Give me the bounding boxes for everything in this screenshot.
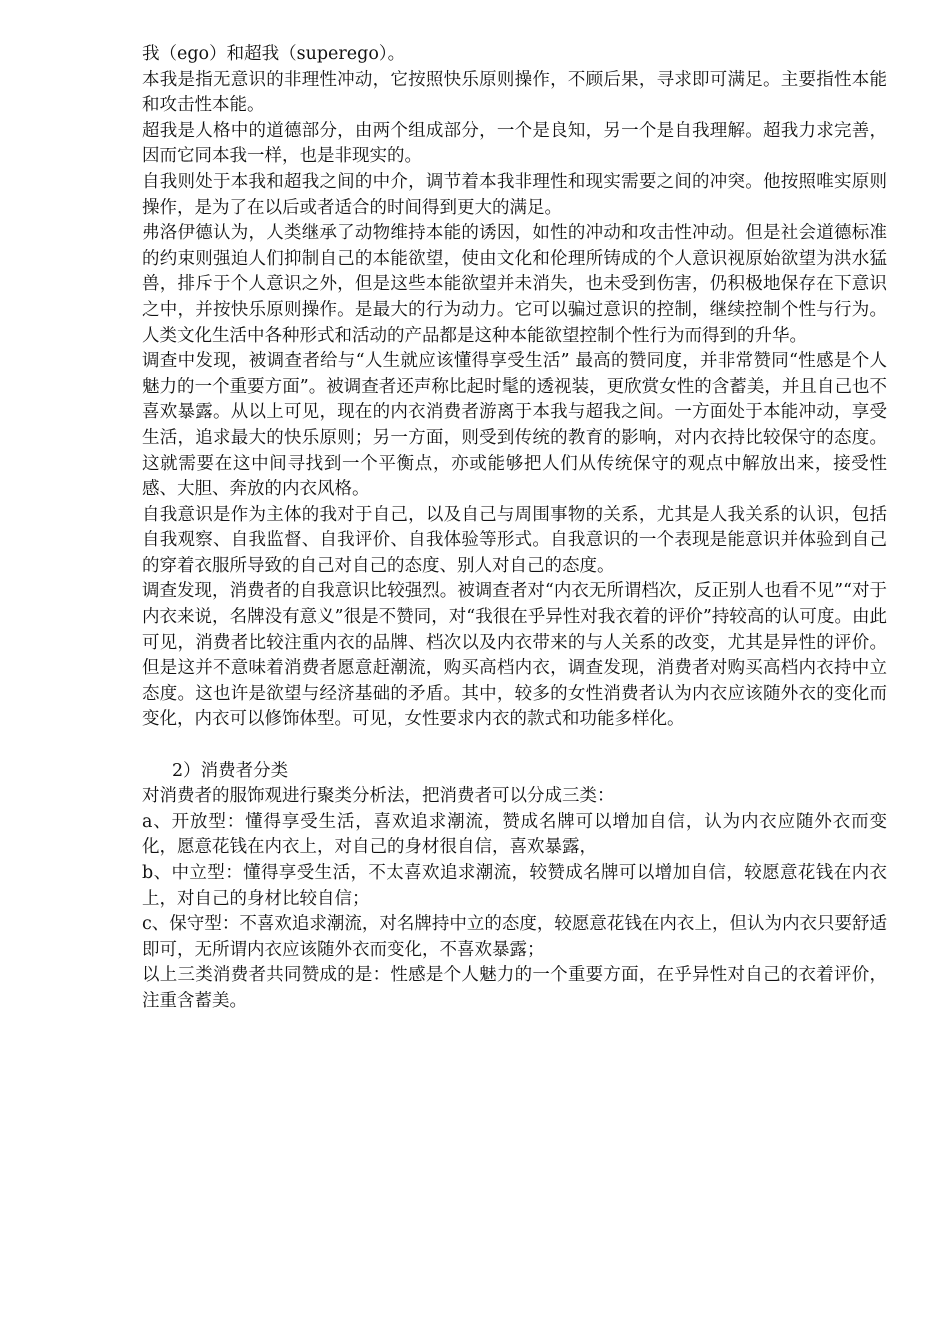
paragraph-common-agreement: 以上三类消费者共同赞成的是：性感是个人魅力的一个重要方面，在乎异性对自己的衣着评价，注重含蓄美。 — [142, 965, 887, 1011]
paragraph-id-definition: 本我是指无意识的非理性冲动，它按照快乐原则操作，不顾后果，寻求即可满足。主要指性本能和攻击性本能。 — [142, 69, 887, 116]
paragraph-ego-definition: 自我则处于本我和超我之间的中介，调节着本我非理性和现实需要之间的冲突。他按照唯实原则操作，是为了在以后或者适合的时间得到更大的满足。 — [142, 171, 887, 218]
paragraph-survey-findings-instinct: 调查中发现，被调查者给与“人生就应该懂得享受生活” 最高的赞同度，并非常赞同“性感是个人魅力的一个重要方面”。被调查者还声称比起时髦的透视装，更欣赏女性的含蓄美，并且自己也不喜欢暴露。从以上可见，现在的内衣消费者游离于本我与超我之间。一方面处于本能冲动，享受生活，追求最大的快乐原则；另一方面，则受到传统的教育的影响，对内衣持比较保守的态度。这就需要在这中间寻找到一个平衡点，亦或能够把人们从传统保守的观点中解放出来，接受性感、大胆、奔放的内衣风格。 — [142, 351, 887, 500]
paragraph-type-conservative: c、保守型：不喜欢追求潮流，对名牌持中立的态度，较愿意花钱在内衣上，但认为内衣只要舒适即可，无所谓内衣应该随外衣而变化，不喜欢暴露； — [142, 914, 887, 960]
paragraph-type-neutral: b、中立型：懂得享受生活，不太喜欢追求潮流，较赞成名牌可以增加自信，较愿意花钱在内衣上，对自己的身材比较自信； — [142, 863, 887, 909]
section-heading: 2）消费者分类 — [172, 760, 289, 781]
paragraph-freud-theory: 弗洛伊德认为，人类继承了动物维持本能的诱因，如性的冲动和攻击性冲动。但是社会道德标准的约束则强迫人们抑制自己的本能欲望，使由文化和伦理所铸成的个人意识视原始欲望为洪水猛兽，排斥于个人意识之外，但是这些本能欲望并未消失，也未受到伤害，仍积极地保存在下意识之中，并按快乐原则操作。是最大的行为动力。它可以骗过意识的控制，继续控制个性与行为。人类文化生活中各种形式和活动的产品都是这种本能欲望控制个性行为而得到的升华。 — [142, 223, 887, 346]
paragraph-self-consciousness: 自我意识是作为主体的我对于自己，以及自己与周围事物的关系，尤其是人我关系的认识，包括自我观察、自我监督、自我评价、自我体验等形式。自我意识的一个表现是能意识并体验到自己的穿着衣服所导致的自己对自己的态度、别人对自己的态度。 — [142, 504, 887, 576]
paragraph-type-open: a、开放型：懂得享受生活，喜欢追求潮流，赞成名牌可以增加自信，认为内衣应随外衣而变化，愿意花钱在内衣上，对自己的身材很自信，喜欢暴露， — [142, 811, 887, 858]
blank-line — [142, 733, 887, 759]
paragraph-ego-superego: 我（ego）和超我（superego）。 — [142, 44, 406, 64]
document-page — [142, 42, 887, 1015]
paragraph-superego-definition: 超我是人格中的道德部分，由两个组成部分，一个是良知，另一个是自我理解。超我力求完善，因而它同本我一样，也是非现实的。 — [142, 120, 887, 167]
paragraph-cluster-intro: 对消费者的服饰观进行聚类分析法，把消费者可以分成三类： — [142, 786, 615, 807]
paragraph-survey-findings-self: 调查发现，消费者的自我意识比较强烈。被调查者对“内衣无所谓档次，反正别人也看不见”“对于内衣来说，名牌没有意义”很是不赞同，对“我很在乎异性对我衣着的评价”持较高的认可度。由此可见，消费者比较注重内衣的品牌、档次以及内衣带来的与人关系的改变，尤其是异性的评价。但是这并不意味着消费者愿意赶潮流，购买高档内衣，调查发现，消费者对购买高档内衣持中立态度。这也许是欲望与经济基础的矛盾。其中，较多的女性消费者认为内衣应该随外衣的变化而变化，内衣可以修饰体型。可见，女性要求内衣的款式和功能多样化。 — [142, 581, 887, 730]
